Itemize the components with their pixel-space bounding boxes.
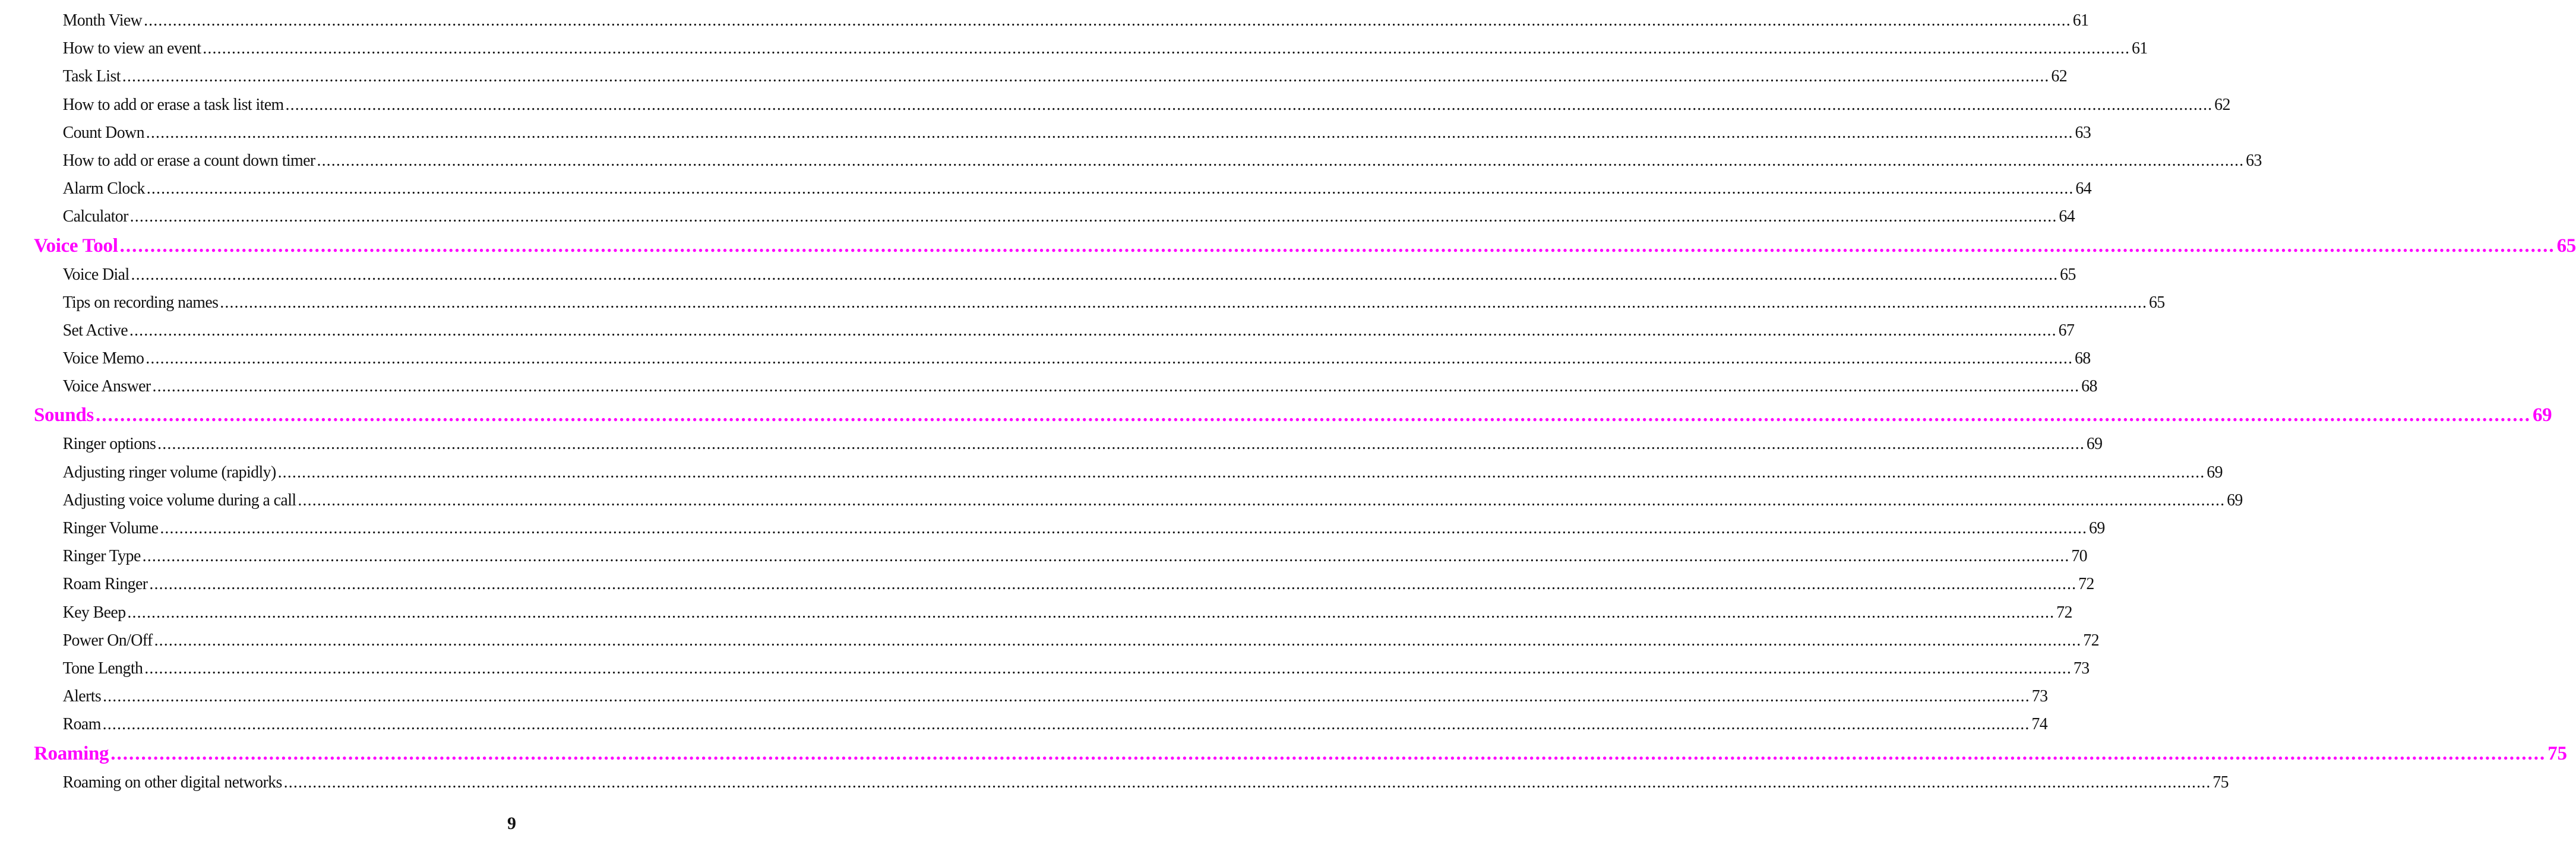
toc-entry-page: 75	[2212, 772, 2229, 792]
dot-leader: ................................................................................................................................................................................................................................................................................................................................................................................................................	[203, 39, 2131, 58]
dot-leader: ................................................................................................................................................................................................................................................................................................................................................................................................................	[154, 630, 2082, 650]
toc-entry-label: Voice Answer	[62, 377, 151, 396]
toc-entry-label: Key Beep	[62, 602, 126, 622]
toc-entry-label: Task List	[62, 67, 121, 86]
toc-entry[interactable]	[0, 518, 2105, 546]
toc-entry[interactable]	[0, 39, 2148, 67]
toc-entry[interactable]	[0, 490, 2243, 518]
toc-entry-label: Alerts	[62, 687, 102, 706]
toc-entry[interactable]	[0, 630, 2099, 659]
dot-leader: ................................................................................................................................................................................................................................................................................................................................................................................................................	[95, 404, 2531, 426]
toc-section-heading[interactable]	[0, 404, 2552, 434]
toc-entry-page: 74	[2031, 714, 2048, 734]
toc-entry-label: Set Active	[62, 320, 128, 340]
toc-entry-page: 69	[2227, 490, 2243, 510]
toc-entry-page: 69	[2532, 404, 2552, 426]
toc-entry[interactable]	[0, 687, 2048, 714]
toc-entry[interactable]	[0, 602, 2072, 631]
toc-entry-label: How to add or erase a task list item	[62, 94, 284, 114]
toc-entry[interactable]	[0, 377, 2097, 404]
toc-entry-page: 72	[2083, 630, 2099, 650]
toc-entry[interactable]	[0, 264, 2076, 293]
toc-entry[interactable]	[0, 67, 2068, 94]
toc-entry-label: Ringer options	[62, 434, 156, 454]
toc-entry[interactable]	[0, 772, 2229, 801]
toc-entry-page: 73	[2031, 687, 2048, 706]
dot-leader: ................................................................................................................................................................................................................................................................................................................................................................................................................	[152, 377, 2080, 396]
toc-entry-label: Ringer Volume	[62, 518, 159, 537]
dot-leader: ................................................................................................................................................................................................................................................................................................................................................................................................................	[317, 150, 2245, 170]
toc-entry-page: 68	[2074, 349, 2091, 368]
toc-entry-page: 70	[2071, 546, 2088, 566]
dot-leader: ................................................................................................................................................................................................................................................................................................................................................................................................................	[277, 462, 2205, 482]
dot-leader: ................................................................................................................................................................................................................................................................................................................................................................................................................	[144, 11, 2071, 30]
toc-entry-label: Sounds	[34, 404, 94, 426]
toc-entry[interactable]	[0, 462, 2223, 491]
dot-leader: ................................................................................................................................................................................................................................................................................................................................................................................................................	[144, 658, 2072, 678]
toc-entry-page: 69	[2089, 518, 2105, 537]
toc-entry[interactable]	[0, 292, 2165, 321]
toc-entry-page: 61	[2131, 39, 2148, 58]
dot-leader: ................................................................................................................................................................................................................................................................................................................................................................................................................	[146, 349, 2074, 368]
toc-entry-label: Adjusting voice volume during a call	[62, 490, 296, 510]
toc-entry-page: 64	[2059, 207, 2075, 226]
toc-entry[interactable]	[0, 11, 2089, 39]
toc-entry-page: 73	[2073, 658, 2090, 678]
dot-leader: ................................................................................................................................................................................................................................................................................................................................................................................................................	[129, 207, 2057, 226]
toc-entry-label: Tone Length	[62, 658, 143, 678]
dot-leader: ................................................................................................................................................................................................................................................................................................................................................................................................................	[102, 714, 2030, 734]
toc-entry-label: Adjusting ringer volume (rapidly)	[62, 462, 276, 482]
toc-section-heading[interactable]	[0, 742, 2567, 773]
toc-entry-page: 63	[2075, 122, 2091, 142]
toc-entry[interactable]	[0, 150, 2262, 179]
toc-entry-label: How to add or erase a count down timer	[62, 150, 315, 170]
toc-entry-label: Roaming on other digital networks	[62, 772, 282, 792]
toc-entry-page: 72	[2078, 574, 2094, 594]
toc-entry[interactable]	[0, 179, 2092, 207]
toc-entry-label: Power On/Off	[62, 630, 153, 650]
toc-entry-label: Calculator	[62, 207, 128, 226]
toc-entry-page: 62	[2051, 67, 2068, 86]
toc-entry[interactable]	[0, 207, 2075, 235]
dot-leader: ................................................................................................................................................................................................................................................................................................................................................................................................................	[157, 434, 2085, 454]
dot-leader: ................................................................................................................................................................................................................................................................................................................................................................................................................	[119, 235, 2555, 257]
toc-entry-page: 72	[2056, 602, 2072, 622]
toc-entry-page: 63	[2246, 150, 2262, 170]
toc-entry-label: Roaming	[34, 742, 109, 764]
dot-leader: ................................................................................................................................................................................................................................................................................................................................................................................................................	[146, 122, 2074, 142]
toc-entry-page: 68	[2081, 377, 2097, 396]
toc-entry-page: 69	[2086, 434, 2103, 454]
dot-leader: ................................................................................................................................................................................................................................................................................................................................................................................................................	[103, 687, 2030, 706]
toc-entry-page: 65	[2148, 292, 2165, 312]
toc-entry-label: Voice Dial	[62, 264, 129, 284]
toc-entry-page: 69	[2207, 462, 2223, 482]
toc-entry-page: 64	[2075, 179, 2092, 198]
toc-entry-label: Ringer Type	[62, 546, 141, 566]
toc-entry[interactable]	[0, 94, 2230, 123]
toc-entry[interactable]	[0, 434, 2103, 462]
toc-entry[interactable]	[0, 546, 2088, 574]
toc-entry-label: Count Down	[62, 122, 144, 142]
dot-leader: ................................................................................................................................................................................................................................................................................................................................................................................................................	[285, 94, 2213, 114]
toc-entry-page: 65	[2060, 264, 2076, 284]
dot-leader: ................................................................................................................................................................................................................................................................................................................................................................................................................	[127, 602, 2055, 622]
dot-leader: ................................................................................................................................................................................................................................................................................................................................................................................................................	[149, 574, 2077, 594]
toc-entry-label: Voice Tool	[34, 235, 118, 257]
toc-entry-label: Voice Memo	[62, 349, 144, 368]
dot-leader: ................................................................................................................................................................................................................................................................................................................................................................................................................	[131, 264, 2059, 284]
toc-entry-page: 67	[2058, 320, 2075, 340]
dot-leader: ................................................................................................................................................................................................................................................................................................................................................................................................................	[220, 292, 2148, 312]
dot-leader: ................................................................................................................................................................................................................................................................................................................................................................................................................	[142, 546, 2070, 566]
dot-leader: ................................................................................................................................................................................................................................................................................................................................................................................................................	[110, 742, 2546, 764]
toc-entry-label: Tips on recording names	[62, 292, 219, 312]
toc-entry[interactable]	[0, 320, 2075, 349]
toc-entry-page: 75	[2547, 742, 2567, 764]
toc-entry-page: 61	[2072, 11, 2089, 30]
dot-leader: ................................................................................................................................................................................................................................................................................................................................................................................................................	[129, 320, 2057, 340]
toc-entry[interactable]	[0, 122, 2091, 151]
toc-entry-label: Alarm Clock	[62, 179, 145, 198]
table-of-contents	[0, 11, 2576, 801]
toc-entry[interactable]	[0, 714, 2048, 742]
toc-entry-label: Month View	[62, 11, 143, 30]
dot-leader: ................................................................................................................................................................................................................................................................................................................................................................................................................	[283, 772, 2211, 792]
toc-entry-page: 65	[2556, 235, 2576, 257]
toc-entry[interactable]	[0, 574, 2094, 602]
toc-entry-label: Roam Ringer	[62, 574, 148, 594]
toc-entry[interactable]	[0, 658, 2090, 687]
dot-leader: ................................................................................................................................................................................................................................................................................................................................................................................................................	[146, 179, 2074, 198]
toc-entry-label: How to view an event	[62, 39, 201, 58]
toc-entry[interactable]	[0, 349, 2091, 377]
toc-entry-page: 62	[2214, 94, 2230, 114]
toc-entry-label: Roam	[62, 714, 101, 734]
dot-leader: ................................................................................................................................................................................................................................................................................................................................................................................................................	[122, 67, 2050, 86]
dot-leader: ................................................................................................................................................................................................................................................................................................................................................................................................................	[298, 490, 2226, 510]
page-number: 9	[507, 814, 516, 833]
toc-section-heading[interactable]	[0, 235, 2576, 265]
dot-leader: ................................................................................................................................................................................................................................................................................................................................................................................................................	[160, 518, 2088, 537]
